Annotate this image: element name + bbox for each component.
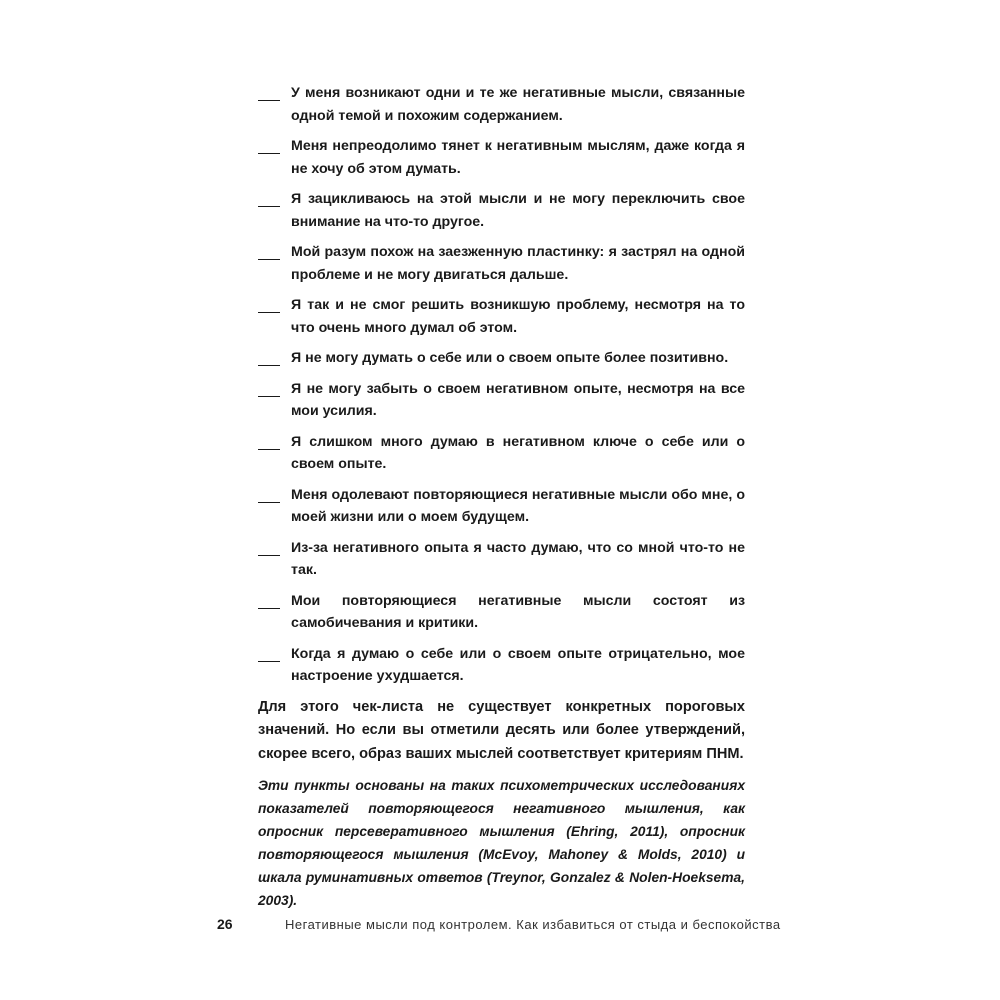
answer-blank[interactable] xyxy=(258,395,280,397)
checklist-item-text: Меня непреодолимо тянет к негативным мыслям, даже когда я не хочу об этом думать. xyxy=(291,138,745,177)
answer-blank[interactable] xyxy=(258,364,280,366)
answer-blank[interactable] xyxy=(258,258,280,260)
checklist-item xyxy=(258,378,745,423)
checklist-item xyxy=(258,431,745,476)
checklist-item xyxy=(258,347,745,370)
checklist-item-text: Я слишком много думаю в негативном ключе о себе или о своем опыте. xyxy=(291,433,745,472)
page-body xyxy=(258,82,745,912)
answer-blank[interactable] xyxy=(258,448,280,450)
checklist-item xyxy=(258,643,745,688)
summary-paragraph: Для этого чек-листа не существует конкретных пороговых значений. Но если вы отметили десять или более утверждений, скорее всего, образ ваших мыслей соответствует критериям ПНМ. xyxy=(258,698,745,762)
checklist-item-text: Меня одолевают повторяющиеся негативные мысли обо мне, о моей жизни или о моем будущем. xyxy=(291,486,745,525)
checklist-item-text: Мои повторяющиеся негативные мысли состоят из самобичевания и критики. xyxy=(291,592,745,631)
checklist-item xyxy=(258,82,745,127)
checklist-item xyxy=(258,294,745,339)
answer-blank[interactable] xyxy=(258,501,280,503)
answer-blank[interactable] xyxy=(258,205,280,207)
answer-blank[interactable] xyxy=(258,554,280,556)
answer-blank[interactable] xyxy=(258,607,280,609)
checklist-item-text: У меня возникают одни и те же негативные мысли, связанные одной темой и похожим содержанием. xyxy=(291,85,745,124)
answer-blank[interactable] xyxy=(258,311,280,313)
checklist-item xyxy=(258,484,745,529)
answer-blank[interactable] xyxy=(258,152,280,154)
answer-blank[interactable] xyxy=(258,99,280,101)
checklist-item xyxy=(258,135,745,180)
checklist-item xyxy=(258,241,745,286)
answer-blank[interactable] xyxy=(258,660,280,662)
checklist-item xyxy=(258,537,745,582)
checklist xyxy=(258,82,745,688)
checklist-item-text: Я не могу думать о себе или о своем опыте более позитивно. xyxy=(291,350,729,366)
checklist-item-text: Из-за негативного опыта я часто думаю, что со мной что-то не так. xyxy=(291,539,745,578)
source-note: Эти пункты основаны на таких психометрических исследованиях показателей повторяющегося негативного мышления, как опросник персеверативного мышления (Ehring, 2011), опросник повторяющегося мышления (McEvoy, Mahoney & Molds, 2010) и шкала руминативных ответов (Treynor, Gonzalez & Nolen-Hoeksema, 2003). xyxy=(258,778,745,908)
page-footer xyxy=(0,916,1000,940)
checklist-item-text: Я не могу забыть о своем негативном опыте, несмотря на все мои усилия. xyxy=(291,380,745,419)
checklist-item-text: Мой разум похож на заезженную пластинку: я застрял на одной проблеме и не могу двигаться дальше. xyxy=(291,244,745,283)
checklist-item xyxy=(258,590,745,635)
running-title: Негативные мысли под контролем. Как избавиться от стыда и беспокойства xyxy=(285,917,781,932)
page-number: 26 xyxy=(217,916,233,932)
checklist-item-text: Я зацикливаюсь на этой мысли и не могу переключить свое внимание на что-то другое. xyxy=(291,191,745,230)
checklist-item-text: Когда я думаю о себе или о своем опыте отрицательно, мое настроение ухудшается. xyxy=(291,645,745,684)
checklist-item-text: Я так и не смог решить возникшую проблему, несмотря на то что очень много думал об этом. xyxy=(291,297,745,336)
checklist-item xyxy=(258,188,745,233)
